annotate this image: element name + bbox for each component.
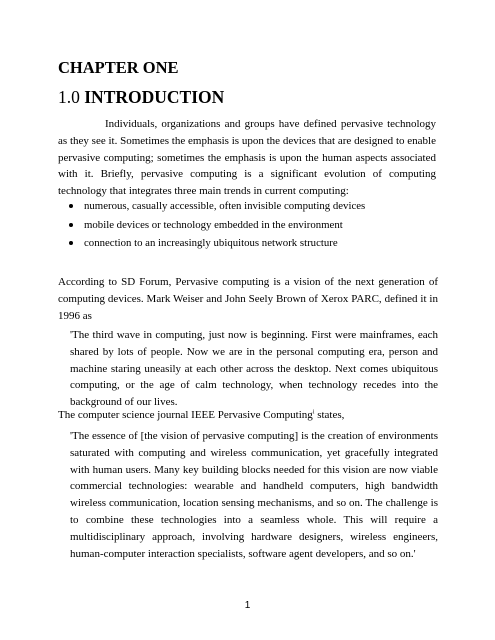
- trends-list: [68, 197, 438, 253]
- ieee-intro-paragraph: [58, 407, 438, 424]
- section-heading: [58, 86, 224, 108]
- footnote-marker: i: [312, 409, 315, 416]
- list-item: numerous, casually accessible, often invisible computing devices: [68, 197, 438, 216]
- section-number: 1.0: [58, 87, 80, 107]
- sd-forum-paragraph: According to SD Forum, Pervasive computing is a vision of the next generation of computing devices. Mark Weiser and John Seely Brown of Xerox PARC, defined it in 1996 as: [58, 276, 438, 322]
- page-number: 1: [244, 600, 251, 611]
- section-title: INTRODUCTION: [84, 87, 225, 107]
- chapter-heading: CHAPTER ONE: [58, 58, 179, 77]
- intro-paragraph: Individuals, organizations and groups have defined pervasive technology as they see it. Sometimes the emphasis is upon the devices that are designed to enable pervasive computing; sometimes the emphasis is upon the human aspects associated with it. Briefly, pervasive computing is a significant evolution of computing technology that integrates three main trends in current computing:: [58, 118, 436, 198]
- list-item: mobile devices or technology embedded in the environment: [68, 216, 438, 235]
- ieee-intro-text: The computer science journal IEEE Pervasive Computing: [58, 409, 313, 421]
- list-item: connection to an increasingly ubiquitous network structure: [68, 234, 438, 253]
- ieee-intro-suffix: states,: [314, 409, 345, 421]
- weiser-quote: 'The third wave in computing, just now is beginning. First were mainframes, each shared by lots of people. Now we are in the personal computing era, person and machine staring uneasily at each other across the desktop. Next comes ubiquitous computing, or the age of calm technology, when technology recedes into the background of our lives.: [70, 329, 438, 409]
- ieee-quote: 'The essence of [the vision of pervasive computing] is the creation of environments saturated with computing and wireless communication, yet gracefully integrated with human users. Many key building blocks needed for this vision are now viable commercial technologies: wearable and handheld computers, high bandwidth wireless communication, location sensing mechanisms, and so on. The challenge is to combine these technologies into a seamless whole. This will require a multidisciplinary approach, involving hardware designers, wireless engineers, human-computer interaction specialists, software agent developers, and so on.': [70, 430, 438, 560]
